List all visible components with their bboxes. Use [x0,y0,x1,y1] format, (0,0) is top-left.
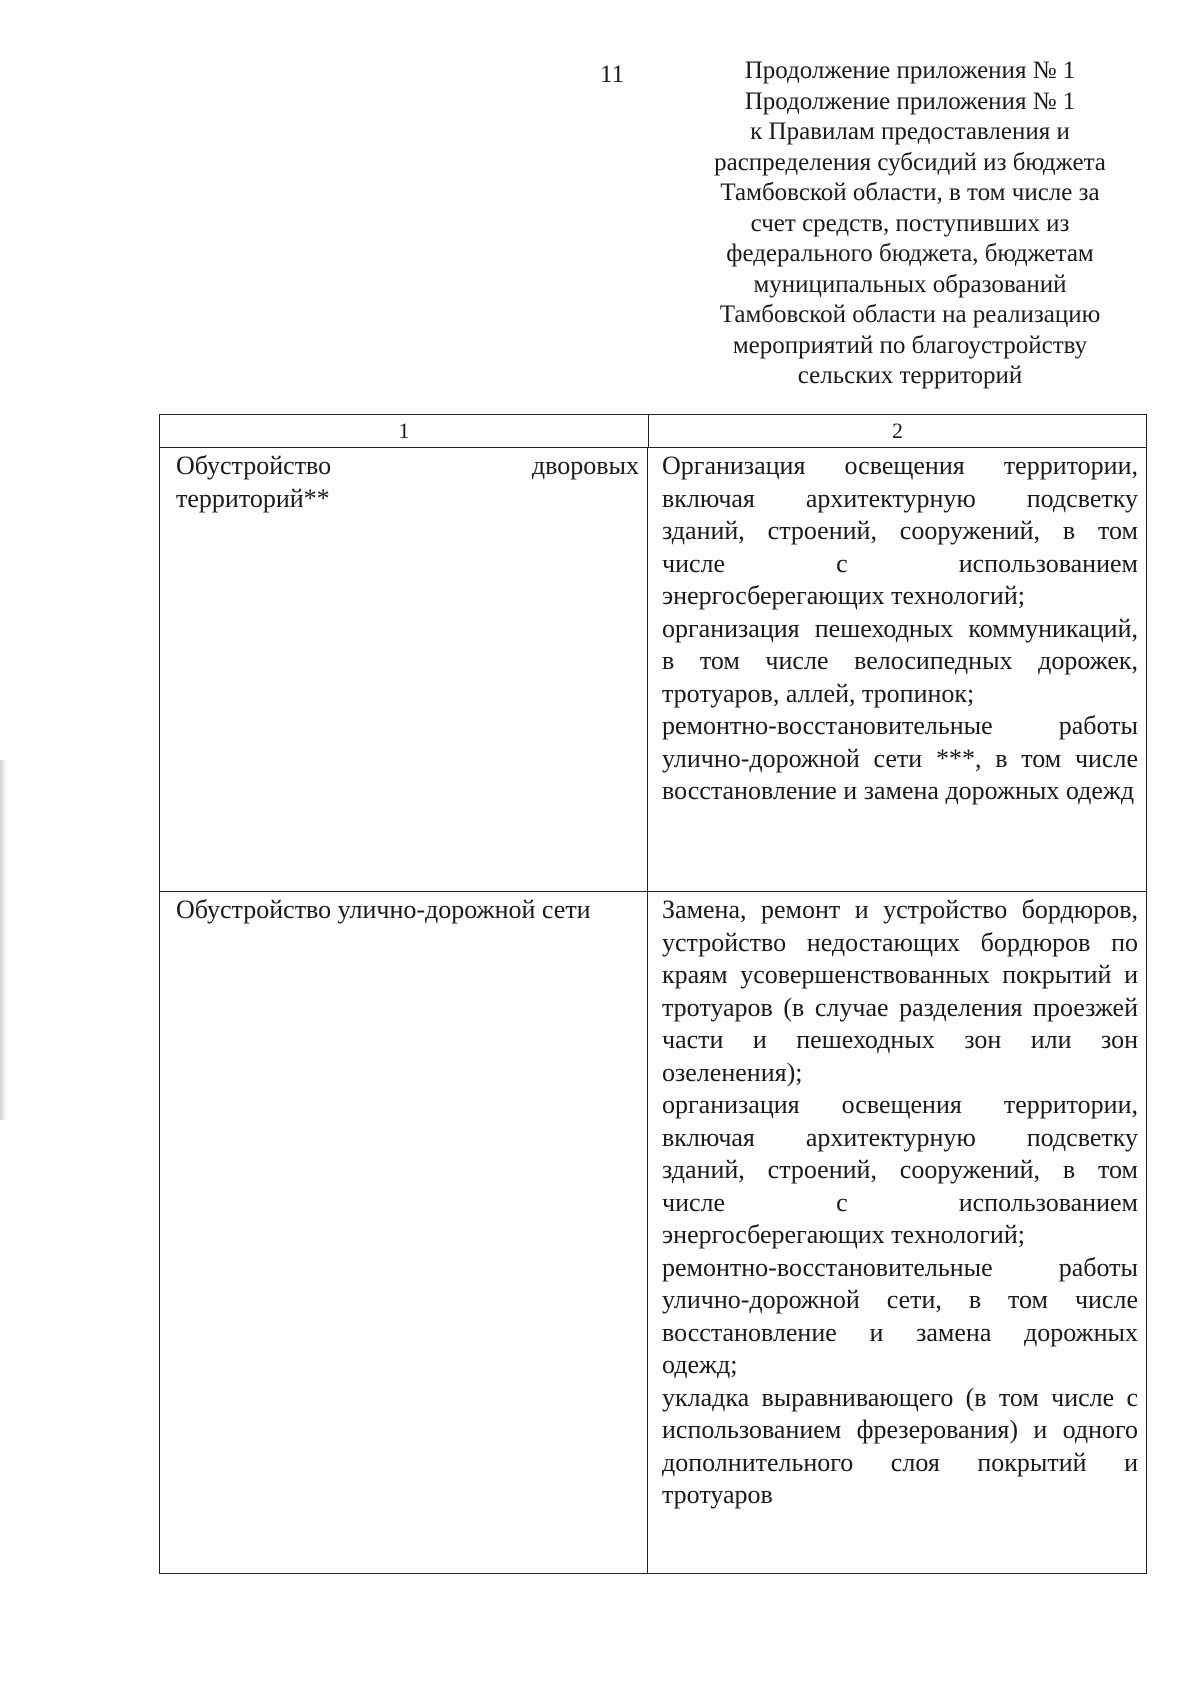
measure-item: Замена, ремонт и устройство бордюров, устройство недостающих бордюров по краям усовершенствованных покрытий и тротуаров (в случае разделения проезжей части и пешеходных зон или зон озеленения); [662,895,1138,1087]
header-line: Продолжение приложения № 1 [744,87,1076,115]
header-line: Тамбовской области на реализацию [719,301,1101,328]
scan-shadow-edge [0,760,6,1120]
measure-item: организация освещения территории, включая архитектурную подсветку зданий, строений, сооружений, в том числе с использованием энергосберегающих технологий; [662,1090,1138,1249]
header-line: счет средств, поступивших из [750,209,1070,237]
header-line: мероприятий по благоустройству [732,331,1088,359]
header-line: федерального бюджета, бюджетам [726,240,1094,267]
measure-name-word: дворовых [531,451,639,480]
column-header-2: 2 [892,418,903,443]
measure-item: ремонтно-восстановительные работы улично-дорожной сети ***, в том числе восстановление и замена дорожных одежд [662,711,1138,805]
measure-name: Обустройство улично-дорожной сети [176,895,591,924]
header-line: распределения субсидий из бюджета [714,148,1106,176]
measure-name-word: Обустройство [176,451,332,480]
header-line: Тамбовской области, в том числе за [720,179,1100,206]
header-line: Продолжение приложения № 1 [744,57,1076,84]
table-row [159,892,1147,1574]
measure-item: организация пешеходных коммуникаций, в том числе велосипедных дорожек, тротуаров, аллей, тропинок; [662,613,1138,708]
table-header-row [159,414,1147,448]
measure-item: укладка выравнивающего (в том числе с использованием фрезерования) и одного дополнительного слоя покрытий и тротуаров [662,1382,1138,1509]
measure-name-cell [160,448,648,891]
header-line: муниципальных образований [753,270,1067,298]
table-row [159,448,1147,892]
measure-name-line: территорий** [176,483,330,513]
measure-name-line [176,450,639,483]
column-header-1: 1 [160,415,649,447]
header-line: сельских территорий [797,362,1023,389]
header-line: к Правилам предоставления и [750,118,1070,145]
measure-name-cell [160,892,648,1573]
appendix-header [690,56,1130,392]
measure-items-cell [648,892,1146,1573]
measure-item: ремонтно-восстановительные работы улично-дорожной сети, в том числе восстановление и замена дорожных одежд; [662,1252,1138,1379]
measure-items-cell [648,448,1146,891]
page-number: 11 [600,61,625,88]
measure-item: Организация освещения территории, включая архитектурную подсветку зданий, строений, сооружений, в том числе с использованием энергосберегающих технологий; [662,451,1138,610]
measures-table [159,414,1147,1574]
